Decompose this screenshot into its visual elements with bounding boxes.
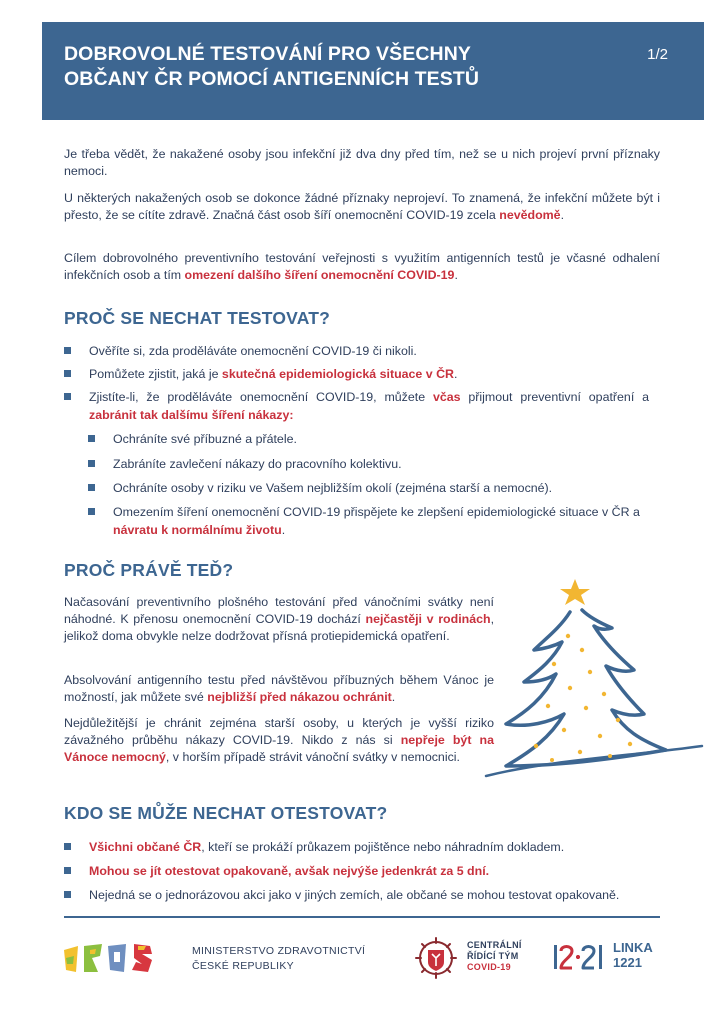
bullet-square-icon [88, 460, 95, 467]
list-item-text [89, 365, 649, 383]
why-now-p2-highlight: nejbližší před nákazou ochránit [207, 690, 392, 704]
intro-paragraph-2 [64, 190, 660, 224]
linka-line-2: 1221 [613, 955, 642, 970]
list-item-text-end: . [454, 367, 458, 381]
section-heading-who-can-test: KDO SE MŮŽE NECHAT OTESTOVAT? [64, 803, 388, 823]
why-now-p1-text: Načasování preventivního plošného testování před vánočními svátky není náhodné. K přenosu onemocnění COVID-19 dochází [64, 595, 494, 626]
list-item-text-part: přijmout preventivní opatření a [460, 390, 650, 404]
bullet-square-icon [64, 891, 71, 898]
section-heading-why-test: PROČ SE NECHAT TESTOVAT? [64, 308, 331, 328]
why-now-p2-text: Absolvování antigenního testu před návštěvou příbuzných během Vánoc je možností, jak můžete své [64, 673, 494, 704]
intro-paragraph-3 [64, 250, 660, 284]
bullet-square-icon [88, 435, 95, 442]
sub-list-item-text-end: . [281, 523, 286, 537]
list-item-highlight: zabránit tak dalšímu šíření nákazy: [89, 408, 294, 422]
bullet-square-icon [88, 508, 95, 515]
crt-emblem-icon [412, 936, 460, 980]
sub-list-item-text-part: Omezením šíření onemocnění COVID-19 přispějete ke zlepšení epidemiologické situace v ČR a [113, 505, 640, 519]
list-item-text-part: , kteří se prokáží průkazem pojištěnce nebo náhradním dokladem. [201, 840, 565, 854]
list-item-text: Nejedná se o jednorázovou akci jako v jiných zemích, ale občané se mohou testovat opakovaně. [89, 888, 620, 902]
mz-logo-icon [62, 942, 182, 974]
footer-divider [64, 916, 660, 918]
why-now-p1-highlight: nejčastěji v rodinách [365, 612, 491, 626]
bullet-square-icon [64, 393, 71, 400]
bullet-square-icon [64, 843, 71, 850]
list-item-text [89, 838, 649, 856]
sub-list-item-text: Ochráníte osoby v riziku ve Vašem nejbližším okolí (zejména starší a nemocné). [113, 481, 553, 495]
list-item-highlight: skutečná epidemiologická situace v ČR [221, 367, 454, 381]
intro-p3-highlight: omezení dalšího šíření onemocnění COVID-19 [184, 268, 455, 282]
title-line-2: OBČANY ČR POMOCÍ ANTIGENNÍCH TESTŮ [64, 68, 480, 90]
crt-line-3: COVID-19 [467, 962, 511, 972]
title-line-1: DOBROVOLNÉ TESTOVÁNÍ PRO VŠECHNY [64, 43, 471, 65]
crt-line-1: CENTRÁLNÍ [467, 940, 522, 950]
why-now-paragraph-1 [64, 594, 494, 645]
list-item-highlight: včas [432, 390, 461, 404]
header-banner [42, 22, 704, 120]
sub-list-item-highlight: návratu k normálnímu životu [113, 523, 282, 537]
bullet-square-icon [64, 370, 71, 377]
list-item-highlight: Všichni občané ČR [89, 840, 202, 854]
page-number: 1/2 [647, 46, 668, 63]
bullet-square-icon [88, 484, 95, 491]
list-item-highlight: Mohou se jít otestovat opakovaně, avšak nejvýše jedenkrát za 5 dní. [89, 864, 490, 878]
list-item-text-part: Pomůžete zjistit, jaká je [89, 367, 222, 381]
intro-p3-text: Cílem dobrovolného preventivního testování veřejnosti s využitím antigenních testů je včasné odhalení infekčních osob a tím [64, 251, 660, 282]
linka-label [613, 940, 653, 970]
list-item-text: Ověříte si, zda proděláváte onemocnění COVID-19 či nikoli. [89, 344, 417, 358]
why-now-p3-text: Nejdůležitější je chránit zejména starší osoby, u kterých je vyšší riziko závažného průběhu nákazy COVID-19. Nikdo z nás si [64, 716, 494, 747]
mz-ministry-name [192, 944, 365, 974]
linka-logo-icon [552, 941, 610, 973]
bullet-square-icon [64, 867, 71, 874]
list-item-text [89, 388, 649, 424]
why-now-paragraph-3 [64, 715, 494, 766]
bullet-square-icon [64, 347, 71, 354]
why-now-p3-text-end: , v horším případě strávit vánoční svátky v nemocnici. [165, 750, 460, 764]
intro-p2-end: . [560, 208, 565, 222]
why-now-p1-text-end: , jelikož doma obvykle nelze dodržovat přísná protiepidemická opatření. [64, 612, 495, 643]
page-title [64, 42, 624, 92]
why-now-p3-highlight: nepřeje být na Vánoce nemocný [64, 733, 494, 764]
why-now-p2-end: . [391, 690, 396, 704]
sub-list-item-text: Ochráníte své příbuzné a přátele. [113, 432, 297, 446]
intro-p3-end: . [454, 268, 458, 282]
sub-list-item-text: Zabráníte zavlečení nákazy do pracovního kolektivu. [113, 457, 402, 471]
crt-name [467, 940, 522, 973]
crt-line-2: ŘÍDÍCÍ TÝM [467, 951, 519, 961]
why-now-paragraph-2 [64, 672, 494, 706]
intro-paragraph-1: Je třeba vědět, že nakažené osoby jsou infekční již dva dny před tím, než se u nich projeví první příznaky nemoci. [64, 147, 660, 178]
christmas-tree-icon [470, 570, 710, 790]
intro-p2-highlight: nevědomě [499, 208, 561, 222]
mz-line-2: ČESKÉ REPUBLIKY [192, 960, 294, 972]
sub-list-item-text [113, 503, 663, 539]
list-item-text-part: Zjistíte-li, že proděláváte onemocnění COVID-19, můžete [89, 390, 433, 404]
linka-line-1: LINKA [613, 940, 653, 955]
mz-line-1: MINISTERSTVO ZDRAVOTNICTVÍ [192, 945, 366, 957]
intro-p2-text: U některých nakažených osob se dokonce žádné příznaky neprojeví. To znamená, že infekční můžete být i přesto, že se cítíte zdravě. Značná část osob šíří onemocnění COVID-19 zcela [64, 191, 660, 222]
section-heading-why-now: PROČ PRÁVĚ TEĎ? [64, 560, 234, 580]
